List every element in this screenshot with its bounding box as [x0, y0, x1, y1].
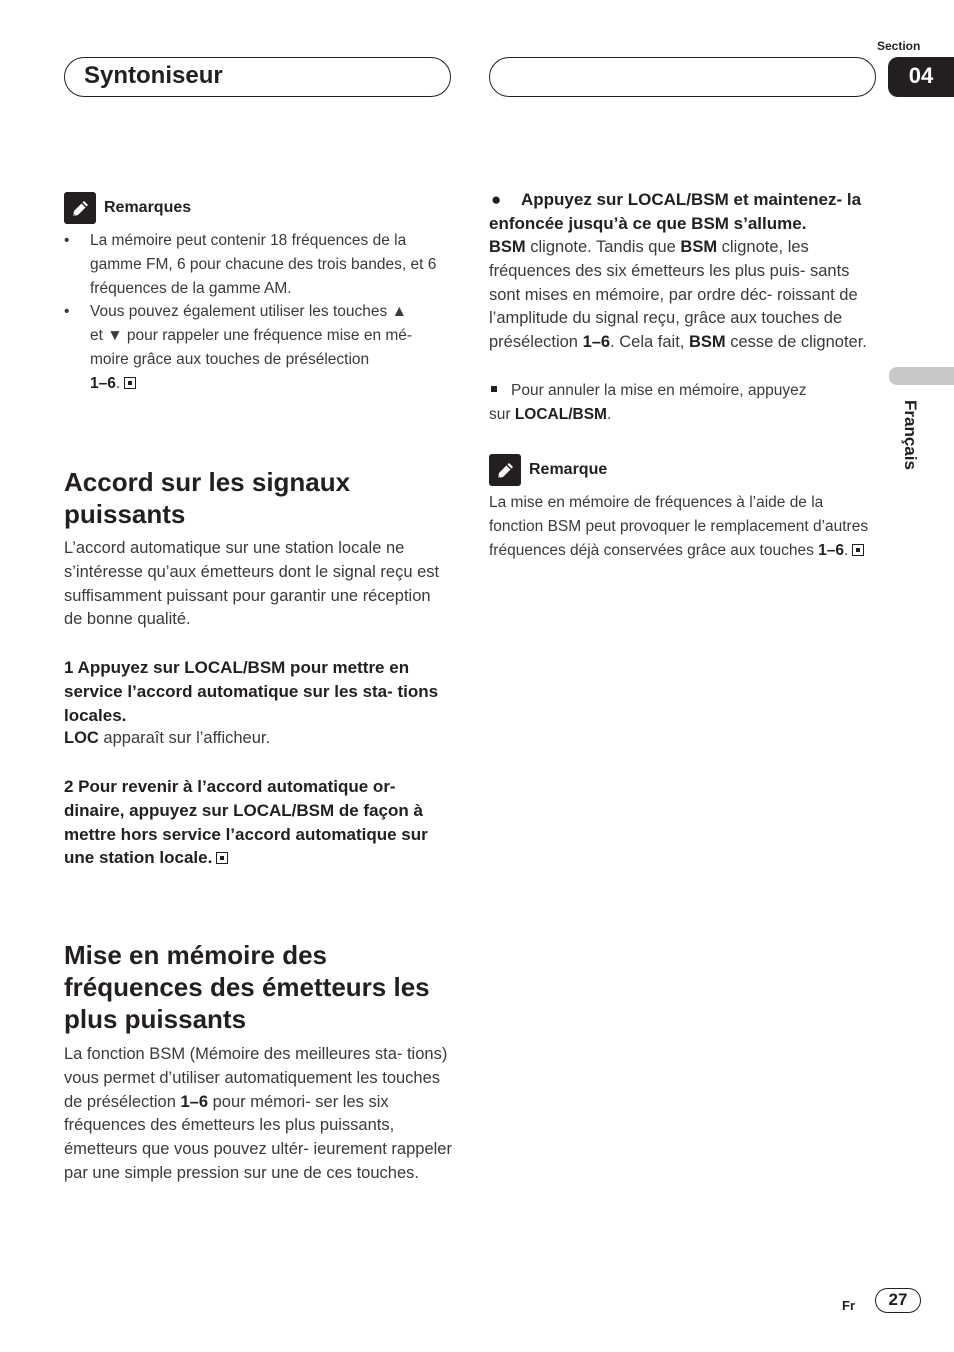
bsm-cancel-tip: Pour annuler la mise en mémoire, appuyez sur LOCAL/BSM. [489, 382, 807, 423]
section-number: 04 [888, 57, 954, 97]
list-item: • Vous pouvez également utiliser les touches ▲ et ▼ pour rappeler une fréquence mise en mé- moire grâce aux touches de présélection 1–6. [64, 303, 413, 392]
step-1-result: LOC apparaît sur l’afficheur. [64, 729, 271, 747]
section-intro-local: L’accord automatique sur une station locale ne s’intéresse qu’aux émetteurs dont le signal reçu est suffisamment puissant pour garantir une réception de bonne qualité. [64, 539, 440, 629]
list-item: • La mémoire peut contenir 18 fréquences de la gamme FM, 6 pour chacune des trois bandes, et 6 fréquences de la gamme AM. [64, 232, 437, 297]
page-number: 27 [875, 1288, 921, 1313]
language-label: Français [901, 400, 920, 470]
note-text: La mise en mémoire de fréquences à l’aide de la fonction BSM peut provoquer le remplacement d’autres fréquences déjà conservées grâce aux touches 1–6. [489, 494, 869, 559]
chapter-title: Syntoniseur [84, 62, 223, 89]
notes-title: Remarques [104, 199, 192, 216]
notes-block [64, 192, 452, 396]
square-bullet-icon [491, 386, 497, 392]
footer-lang-code: Fr [842, 1298, 855, 1313]
section-intro-bsm: La fonction BSM (Mémoire des meilleures sta- tions) vous permet d’utiliser automatiquement les touches de présélection 1–6 pour mémori- ser les six fréquences des émetteurs les plus puissants, émetteurs que vous pouvez ultér- ieurement rappeler par une simple pression sur une de ces touches. [64, 1045, 452, 1182]
pencil-note-icon [64, 192, 96, 224]
bsm-step: ● Appuyez sur LOCAL/BSM et maintenez- la enfoncée jusqu’à ce que BSM s’allume. [489, 190, 862, 233]
note-title: Remarque [529, 461, 608, 478]
note-block [489, 454, 879, 562]
end-mark-icon [216, 852, 228, 864]
end-mark-icon [852, 544, 864, 556]
section-label: Section [877, 39, 921, 53]
step-2: 2 Pour revenir à l’accord automatique or- dinaire, appuyez sur LOCAL/BSM de façon à mettre hors service l’accord automatique sur une station locale. [64, 777, 428, 868]
header-blank-frame [489, 57, 876, 97]
language-tab [889, 367, 954, 385]
end-mark-icon [124, 377, 136, 389]
pencil-note-icon [489, 454, 521, 486]
bsm-step-result: BSM clignote. Tandis que BSM clignote, les fréquences des six émetteurs les plus puis- sants sont mises en mémoire, par ordre déc- roissant de l’amplitude du signal reçu, grâce aux touches de présélection 1–6. Cela fait, BSM cesse de clignoter. [489, 238, 867, 352]
step-1: 1 Appuyez sur LOCAL/BSM pour mettre en service l’accord automatique sur les sta- tions locales. [64, 658, 439, 725]
section-heading-bsm: Mise en mémoire des fréquences des émetteurs les plus puissants [64, 940, 430, 1034]
section-heading-local: Accord sur les signaux puissants [64, 467, 351, 529]
